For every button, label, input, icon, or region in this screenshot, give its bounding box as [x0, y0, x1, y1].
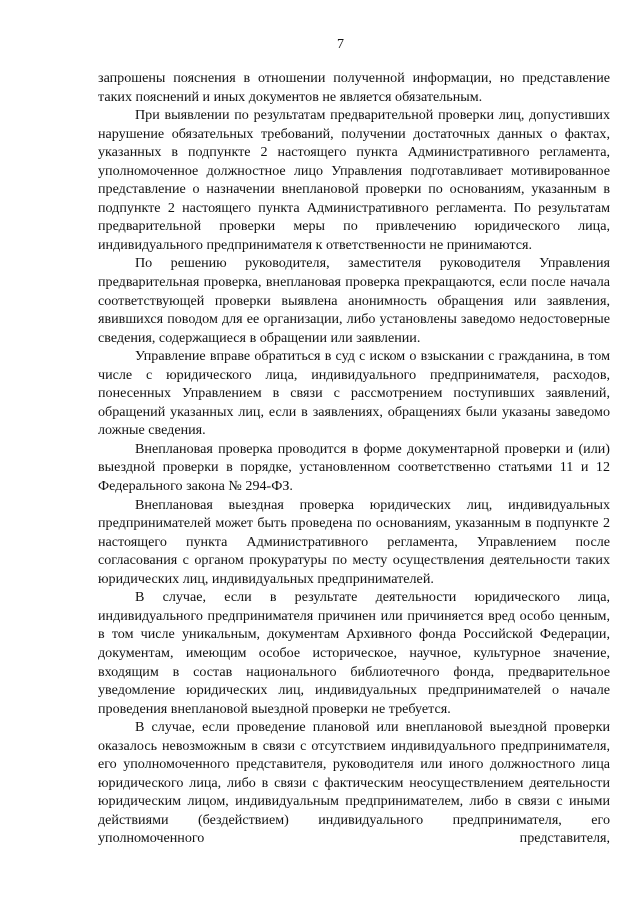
- paragraph-archive-harm: В случае, если в результате деятельности юридического лица, индивидуального предпринимателя причинен или причиняется вред особо ценным, в том числе уникальным, документам Архивного фонда Российской Федерации, документам, имеющим особое историческое, научное, культурное значение, входящим в состав национального библиотечного фонда, предварительное уведомление юридических лиц, индивидуальных предпринимателей о начале проведения внеплановой выездной проверки не требуется.: [98, 589, 610, 717]
- paragraph-check-termination: По решению руководителя, заместителя руководителя Управления предварительная проверка, внеплановая проверка прекращаются, если после начала соответствующей проверки выявлена анонимность обращения или заявления, явившихся поводом для ее организации, либо установлены заведомо недостоверные сведения, содержащиеся в обращении или заявлении.: [98, 255, 610, 346]
- page-number: 7: [337, 37, 344, 52]
- document-body: [98, 69, 610, 848]
- paragraph-continuation: запрошены пояснения в отношении полученной информации, но представление таких пояснений и иных документов не является обязательным.: [98, 70, 610, 105]
- paragraph-preliminary-check-results: При выявлении по результатам предварительной проверки лиц, допустивших нарушение обязательных требований, получении достаточных данных о фактах, указанных в подпункте 2 настоящего пункта Административного регламента, уполномоченное должностное лицо Управления подготавливает мотивированное представление о назначении внеплановой проверки по основаниям, указанным в подпункте 2 настоящего пункта Административного регламента. По результатам предварительной проверки меры по привлечению юридического лица, индивидуального предпринимателя к ответственности не принимаются.: [98, 107, 610, 253]
- paragraph-unscheduled-field-check: Внеплановая выездная проверка юридических лиц, индивидуальных предпринимателей может быть проведена по основаниям, указанным в подпункте 2 настоящего пункта Административного регламента, Управлением после согласования с органом прокуратуры по месту осуществления деятельности таких юридических лиц, индивидуальных предпринимателей.: [98, 496, 610, 587]
- paragraph-unscheduled-check-form: Внеплановая проверка проводится в форме документарной проверки и (или) выездной проверки в порядке, установленном соответственно статьями 11 и 12 Федерального закона № 294-ФЗ.: [98, 440, 610, 495]
- paragraph-court-claim: Управление вправе обратиться в суд с иском о взыскании с гражданина, в том числе с юридического лица, индивидуального предпринимателя, расходов, понесенных Управлением в связи с рассмотрением поступивших заявлений, обращений указанных лиц, если в заявлениях, обращениях были указаны заведомо ложные сведения.: [98, 348, 610, 439]
- paragraph-check-impossible: В случае, если проведение плановой или внеплановой выездной проверки оказалось невозможным в связи с отсутствием индивидуального предпринимателя, его уполномоченного представителя, руководителя или иного должностного лица юридического лица, либо в связи с фактическим неосуществлением деятельности юридическим лицом, индивидуальным предпринимателем, либо в связи с иными действиями (бездействием) индивидуального предпринимателя, его уполномоченного представителя,: [98, 719, 610, 847]
